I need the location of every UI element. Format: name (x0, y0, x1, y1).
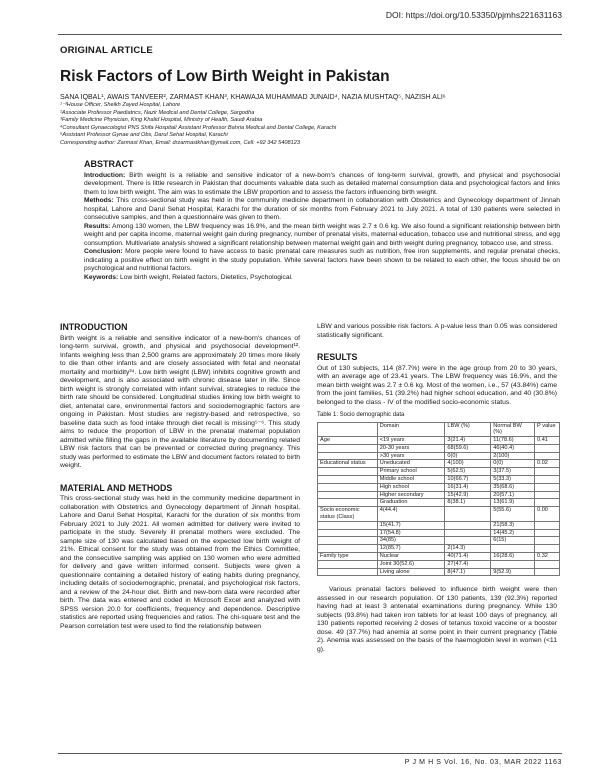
table-cell: Higher secondary (377, 491, 445, 499)
table-cell: 16(31.4) (445, 483, 491, 491)
table-cell: Living alone (377, 568, 445, 576)
table-cell: <19 years (377, 437, 445, 445)
footer-rule (58, 753, 562, 754)
table-cell (318, 499, 378, 507)
table-cell: 20(57.1) (491, 491, 535, 499)
table-row (318, 491, 560, 499)
doi-link[interactable]: DOI: https://doi.org/10.53350/pjmhs221631163 (385, 10, 562, 20)
table-cell: >30 years (377, 452, 445, 460)
table-cell: 46(40.4) (491, 444, 535, 452)
table-cell: 9(52.9) (491, 568, 535, 576)
table-cell (445, 529, 491, 537)
table-cell (318, 483, 378, 491)
table-cell: 11(78.6) (491, 437, 535, 445)
table-cell: 14(45.2) (491, 529, 535, 537)
table-row (318, 452, 560, 460)
table-cell: 35(68.6) (491, 483, 535, 491)
table-cell (535, 568, 560, 576)
table-cell: 0.00 (535, 507, 560, 522)
table-row (318, 545, 560, 553)
table-cell (445, 521, 491, 529)
affiliations (60, 102, 560, 148)
introduction-text: Birth weight is a reliable and sensitive indicator of a new-born's chances of long-term survival, growth, and physical and psychosocial development¹². Infants weighing less than 2,500 grams are approximately 20 times more likely to die than other infants and are closely associated with fetal and neonatal mortality and morbidity³⁴. Low birth weight (LBW) inhibits cognitive growth and development, and is also associated with chronic disease later in life. Since birth weight is strongly correlated with infant survival, strategies to reduce the birth rate should be considered. Longitudinal studies linking low birth weight to diet, antenatal care, environmental factors and sociodemographic factors are ongoing in Pakistan. Most studies are registry-based and retrospective, so baseline data such as food intake through diet recall is missing⁵⁻⁶. This study aims to reduce the proportion of LBW in the prenatal maternal population admitted while filling the gaps in the available literature by documenting related LBW risk factors that can be prevented or corrected during pregnancy. This study was performed to estimate the LBW and document factors related to birth weight. (60, 334, 300, 469)
table-cell: 6(15) (491, 537, 535, 545)
table-cell: Uneducated (377, 460, 445, 468)
table-cell (535, 491, 560, 499)
article-type: ORIGINAL ARTICLE (60, 45, 153, 56)
table-cell: 8(38.1) (445, 499, 491, 507)
methods-text: This cross-sectional study was held in the community medicine department in collaboration with Obstetrics and Gynecology department of Jinnah hospital, Lahore and Darul Sehat Hospital, Karachi for the duration of six months from February 2021 to July 2021. All women admitted for delivery were invited to participate in the study. Severely ill prenatal mothers were excluded. The sample size of 130 was calculated based on the expected low birth weight of 21%. Ethical consent for the study was obtained from the Ethics Committee, and the consecutive sampling was applied on 130 women who were admitted for delivery and gave written informed consent. Subjects were given a questionnaire containing a detailed history of eating habits during pregnancy, including details of sociodemographic, prenatal, and psychological risk factors, and a review of the 24-hour diet. Birth and new-born data were recorded after birth. The data was entered and coded in Microsoft Excel and analyzed with SPSS version 20.0 for coefficients, frequency and dependence. Descriptive statistics are reported using frequencies and ratios. The chi-square test and the Pearson correlation test were used to find the relationship between (60, 495, 300, 630)
table-cell: Graduation (377, 499, 445, 507)
affiliation-line: ²Associate Professor Paediatrics, Nazir Medical and Dental College, Sargodha (60, 109, 255, 116)
affiliation-line: ³Family Medicine Physician, King Khalid Hospital, Ministry of Health, Saudi Arabia (60, 117, 263, 124)
table-cell (535, 560, 560, 568)
abstract (84, 160, 560, 282)
affiliation-line: ⁴Consultant Gynaecologist PNS Shifa Hospital/ Assistant Professor Bahria Medical and Dental College, Karachi (60, 124, 337, 131)
table-row (318, 568, 560, 576)
table-header-cell (318, 422, 378, 437)
table-cell: 16(28.6) (491, 553, 535, 561)
results-text: Out of 130 subjects, 114 (87.7%) were in the age group from 20 to 30 years, with an average age of 23.41 years. The LBW frequency was 16.9%, and the mean birth weight was 2.7 ± 0.6 kg. Most of the women, i.e., 57 (43.84%) came from the joint families, 51 (39.2%) had higher school education, and 40 (30.8%) belonged to the class - IV of the modified socio-economic status. (317, 364, 557, 406)
table-cell: 40(71.4) (445, 553, 491, 561)
table-row (318, 537, 560, 545)
table-cell: Joint 30(52.6) (377, 560, 445, 568)
table-cell (491, 560, 535, 568)
affiliation-line: ⁵Assistant Professor Gynae and Obs, Darul Sehat Hospital, Karachi (60, 132, 228, 139)
table-cell (318, 545, 378, 553)
table-cell (318, 529, 378, 537)
table-cell: Family type (318, 553, 378, 561)
table-cell: Age (318, 437, 378, 445)
table-cell (535, 529, 560, 537)
table-row (318, 499, 560, 507)
table-row (318, 476, 560, 484)
table-cell: 4(100) (445, 460, 491, 468)
table-cell: 5(33.3) (491, 476, 535, 484)
table-row (318, 468, 560, 476)
table-cell (535, 545, 560, 553)
table-cell: 12(85.7) (377, 545, 445, 553)
table-cell (491, 545, 535, 553)
abstract-results: Results: Among 130 women, the LBW frequency was 16.9%, and the mean birth weight was 2.7 ± 0.6 kg. We also found a significant relationship between birth weight and per capita income, maternal weight gain during pregnancy, number of prenatal visits, maternal education, tobacco use and nutritional stress, and egg consumption. Multivariate analysis showed a significant relationship between maternal weight gain and birth weight during pregnancy, tobacco use, and stress. (84, 222, 560, 247)
table-cell: 0(0) (491, 460, 535, 468)
table-caption: Table 1: Socio demographic data (317, 412, 405, 418)
table-cell: 0.41 (535, 437, 560, 445)
abstract-heading: ABSTRACT (84, 159, 134, 169)
table-cell (445, 537, 491, 545)
methods-heading: MATERIAL AND METHODS (60, 482, 173, 493)
results-heading: RESULTS (317, 352, 358, 362)
results-continued: Various prenatal factors believed to influence birth weight were then assessed in our research population. Of 130 patients, 139 (92.3%) reported having had at least 3 antenatal examinations during pregnancy. While 130 subjects (93.8%) had taken iron tablets for at least 100 days of pregnancy, all 130 patients reported receiving 2 doses of tetanus toxoid vaccine or a booster dose. 49 (37.7%) had anemia at some point in their current pregnancy (Table 2). Anemia was assessed on the basis of the haemoglobin level in women (<11 g). (317, 586, 557, 653)
table-row (318, 521, 560, 529)
table-cell: 8(47.1) (445, 568, 491, 576)
table-cell (535, 483, 560, 491)
table-cell: 3(21.4) (445, 437, 491, 445)
table-cell (535, 537, 560, 545)
table-header-cell: P value (535, 422, 560, 437)
table-row (318, 437, 560, 445)
table-cell (318, 444, 378, 452)
table-header-cell: LBW (%) (445, 422, 491, 437)
table-cell (318, 476, 378, 484)
table-cell: 21(58.3) (491, 521, 535, 529)
abstract-introduction: Introduction: Birth weight is a reliable and sensitive indicator of a new-born's chances of long-term survival, growth, and physical and psychosocial development. There is little research in Pakistan that documents valuable data such as detailed maternal consumption data and psychological factors and links them to low birth weight. The aim was to estimate the LBW proportion and to assess the factors influencing birth weight. (84, 171, 560, 196)
table-cell (535, 499, 560, 507)
table-cell: High school (377, 483, 445, 491)
table-cell (535, 468, 560, 476)
table-cell (318, 468, 378, 476)
table-header-cell: Domain (377, 422, 445, 437)
table-cell: 13(61.9) (491, 499, 535, 507)
table-cell: 20-30 years (377, 444, 445, 452)
author-list: SANA IQBAL¹, AWAIS TANVEER², ZARMAST KHAN³, KHAWAJA MUHAMMAD JUNAID⁴, NAZIA MUSHTAQ⁵, NAZISH ALI⁶ (60, 94, 446, 101)
table-cell (535, 444, 560, 452)
article-title: Risk Factors of Low Birth Weight in Pakistan (60, 68, 390, 85)
table-row (318, 483, 560, 491)
table-cell (318, 560, 378, 568)
methods-continued: LBW and various possible risk factors. A p-value less than 0.05 was considered statistically significant. (317, 323, 557, 339)
table-cell: 5(62.5) (445, 468, 491, 476)
table-row (318, 507, 560, 522)
demographics-table (317, 422, 560, 577)
table-cell: Primary school (377, 468, 445, 476)
table-row (318, 553, 560, 561)
abstract-keywords: Keywords: Low birth weight, Related factors, Dietetics, Psychological. (84, 273, 293, 281)
table-cell: 15(41.7) (377, 521, 445, 529)
table-header-cell: Normal BW (%) (491, 422, 535, 437)
table-cell: 15(42.9) (445, 491, 491, 499)
table-cell (535, 521, 560, 529)
table-cell (318, 491, 378, 499)
table-cell: 2(100) (491, 452, 535, 460)
table-cell: 5(55.6) (491, 507, 535, 522)
journal-footer: P J M H S Vol. 16, No. 03, MAR 2022 1163 (404, 759, 562, 766)
left-column (60, 323, 300, 635)
table-cell: 27(47.4) (445, 560, 491, 568)
abstract-methods: Methods: This cross-sectional study was held in the community medicine department in collaboration with Obstetrics and Gynecology department of Jinnah hospital, Lahore and Darul Sehat Hospital, Karachi for the duration of six months from February 2021 to July 2021. A total of 130 patients were selected in consecutive samples, and then a questionnaire was given to them. (84, 197, 560, 221)
table-body (318, 437, 560, 576)
table-row (318, 529, 560, 537)
abstract-conclusion: Conclusion: More people were found to have access to basic prenatal care measures such as nutrition, free iron supplements, and regular prenatal checks, indicating a positive effect on birth weight in the study population. While several factors have been shown to be related to each other, the focus should be on psychological and nutritional factors. (84, 248, 560, 272)
table-cell (318, 537, 378, 545)
table-cell (535, 476, 560, 484)
table-cell: 17(54.8) (377, 529, 445, 537)
table-cell (318, 452, 378, 460)
table-cell: 4(44.4) (377, 507, 445, 522)
affiliation-line: ¹⁻³House Officer, Sheikh Zayed Hospital, Lahore (60, 102, 181, 108)
table-row (318, 460, 560, 468)
table-cell: Nuclear (377, 553, 445, 561)
table-cell: Middle school (377, 476, 445, 484)
table-cell: Educational status (318, 460, 378, 468)
table-cell (318, 568, 378, 576)
table-row (318, 444, 560, 452)
table-row (318, 560, 560, 568)
table-cell (445, 507, 491, 522)
table-cell (535, 452, 560, 460)
table-cell: 68(59.6) (445, 444, 491, 452)
header-rule (58, 34, 562, 35)
table-cell: 34(85) (377, 537, 445, 545)
table-header-row (318, 422, 560, 437)
introduction-heading: INTRODUCTION (60, 322, 128, 332)
right-column (317, 323, 557, 658)
table-cell: 10(66.7) (445, 476, 491, 484)
table-cell: 2(14.3) (445, 545, 491, 553)
table-cell (318, 521, 378, 529)
table-cell: 0.32 (535, 553, 560, 561)
table-cell: 3(37.5) (491, 468, 535, 476)
corresponding-author: Corresponding author: Zarmast Khan, Email: drzarmastkhan@ymail.com, Cell: +92 342 5408123 (60, 139, 300, 146)
table-cell: Socio economic status (Class) (318, 507, 378, 522)
table-cell: 0(0) (445, 452, 491, 460)
table-cell: 0.02 (535, 460, 560, 468)
